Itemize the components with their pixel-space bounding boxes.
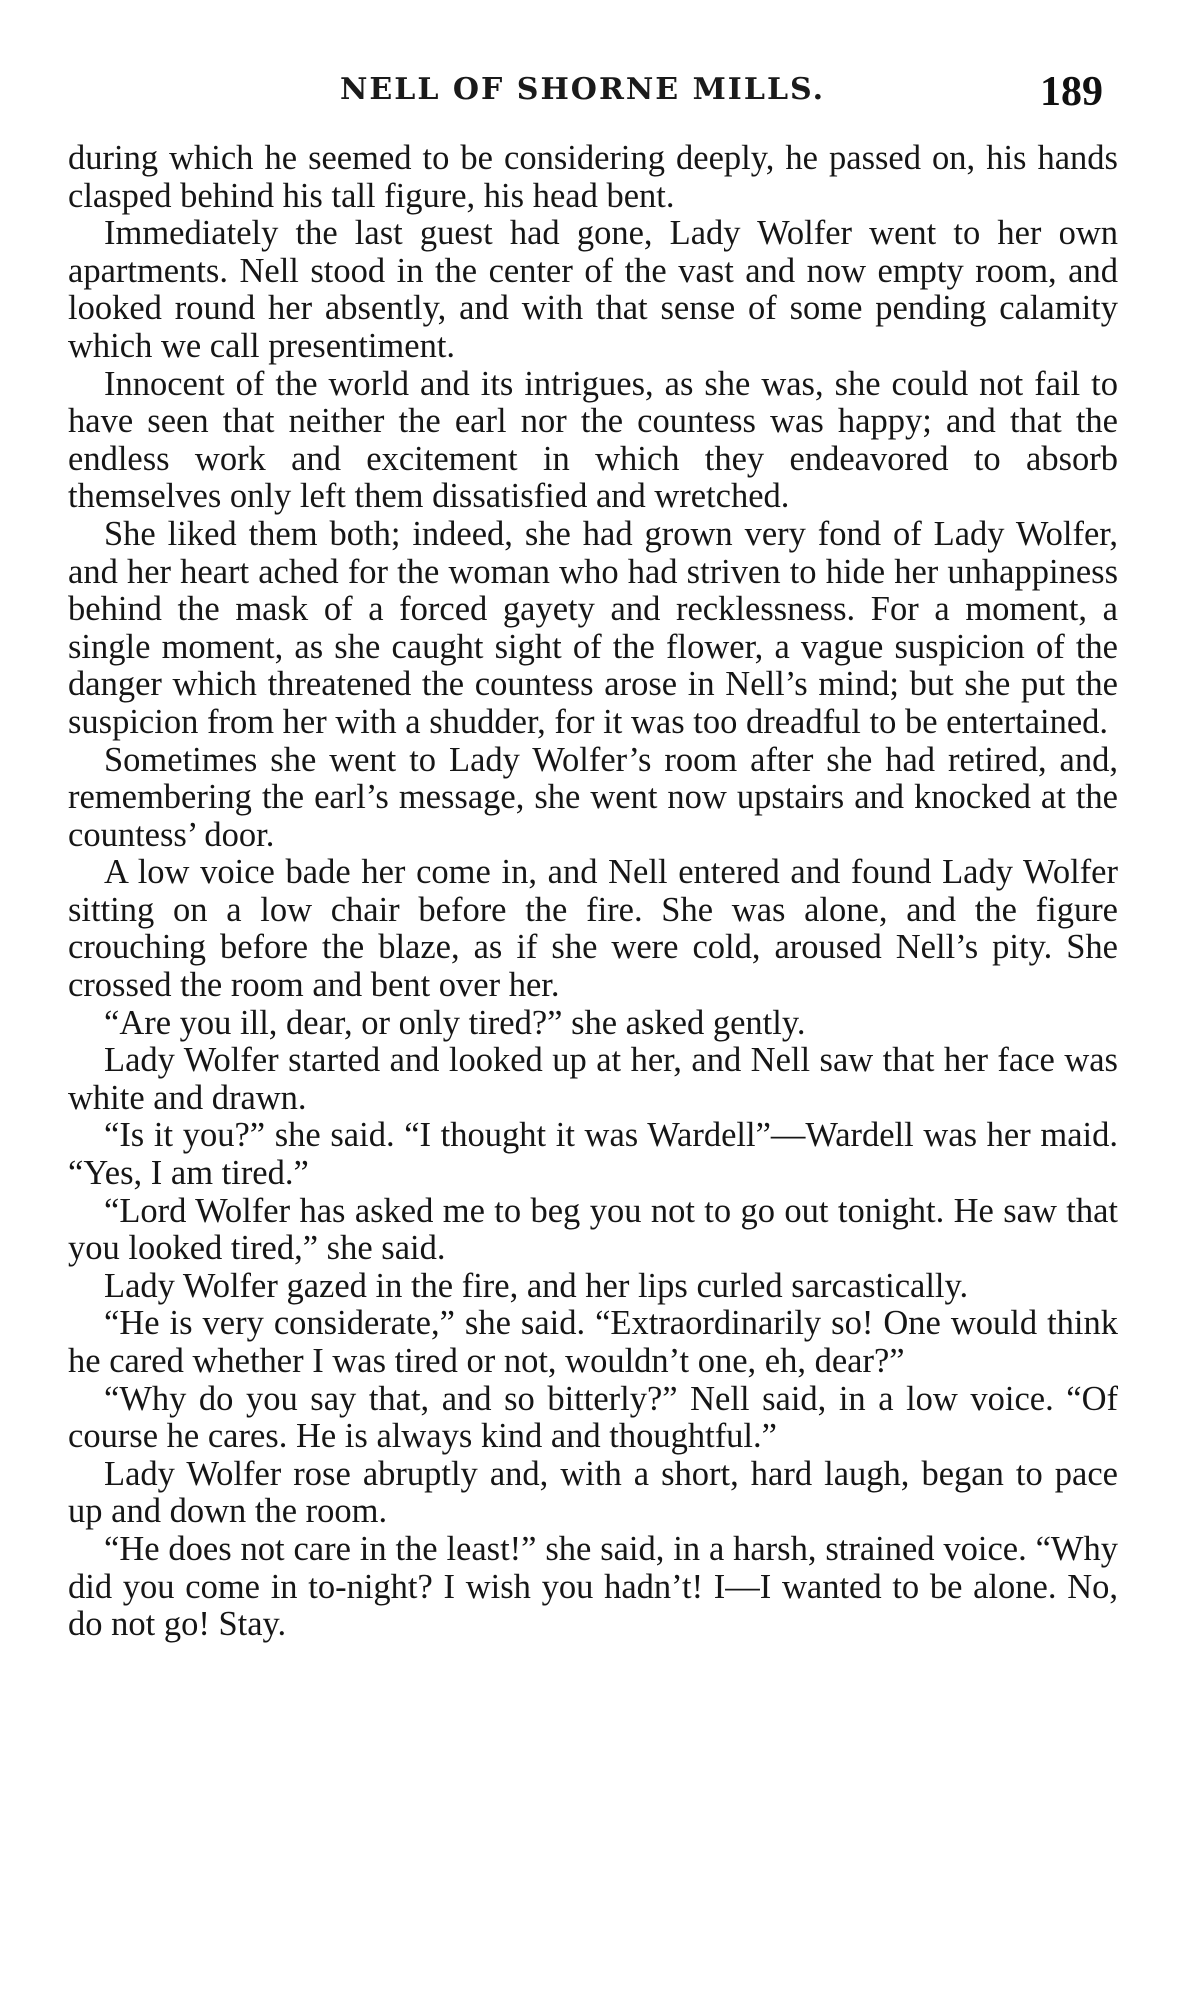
- paragraph: Lady Wolfer started and looked up at her, and Nell saw that her face was white and drawn.: [68, 1041, 1118, 1117]
- page-number: 189: [1040, 69, 1103, 115]
- body-text: [68, 140, 1118, 1644]
- paragraph: Lady Wolfer rose abruptly and, with a short, hard laugh, began to pace up and down the room.: [68, 1454, 1118, 1531]
- running-header: [0, 68, 1198, 118]
- paragraph: She liked them both; indeed, she had grown very fond of Lady Wolfer, and her heart ached for the woman who had striven to hide her unhappiness behind the mask of a forced gayety and recklessness. For a moment, a single moment, as she caught sight of the flower, a vague suspicion of the danger which threatened the countess arose in Nell’s mind; but she put the suspicion from her with a shudder, for it was too dreadful to be entertained.: [68, 514, 1118, 741]
- paragraph: “He does not care in the least!” she said, in a harsh, strained voice. “Why did you come in to-night? I wish you hadn’t! I—I wanted to be alone. No, do not go! Stay.: [68, 1529, 1118, 1644]
- paragraph: “Is it you?” she said. “I thought it was Wardell”—Wardell was her maid. “Yes, I am tired.”: [68, 1116, 1118, 1193]
- paragraph: “Are you ill, dear, or only tired?” she asked gently.: [104, 1003, 806, 1042]
- paragraph: “Lord Wolfer has asked me to beg you not to go out tonight. He saw that you looked tired,” she said.: [68, 1191, 1118, 1268]
- paragraph: Lady Wolfer gazed in the fire, and her lips curled sarcastically.: [104, 1266, 969, 1305]
- paragraph: Innocent of the world and its intrigues, as she was, she could not fail to have seen that neither the earl nor the countess was happy; and that the endless work and excitement in which they endeavored to absorb themselves only left them dissatisfied and wretched.: [68, 364, 1118, 516]
- paragraph: “He is very considerate,” she said. “Extraordinarily so! One would think he cared whether I was tired or not, wouldn’t one, eh, dear?”: [68, 1304, 1118, 1380]
- paragraph: Sometimes she went to Lady Wolfer’s room after she had retired, and, remembering the earl’s message, she went now upstairs and knocked at the countess’ door.: [68, 740, 1118, 854]
- paragraph: during which he seemed to be considering deeply, he passed on, his hands clasped behind his tall figure, his head bent.: [68, 139, 1118, 215]
- paragraph: A low voice bade her come in, and Nell entered and found Lady Wolfer sitting on a low chair before the fire. She was alone, and the figure crouching before the blaze, as if she were cold, aroused Nell’s pity. She crossed the room and bent over her.: [68, 853, 1118, 1005]
- paragraph: “Why do you say that, and so bitterly?” Nell said, in a low voice. “Of course he cares. He is always kind and thoughtful.”: [68, 1379, 1118, 1456]
- running-title: NELL OF SHORNE MILLS.: [340, 72, 826, 107]
- paragraph: Immediately the last guest had gone, Lady Wolfer went to her own apartments. Nell stood in the center of the vast and now empty room, and looked round her absently, and with that sense of some pending calamity which we call presentiment.: [68, 214, 1118, 365]
